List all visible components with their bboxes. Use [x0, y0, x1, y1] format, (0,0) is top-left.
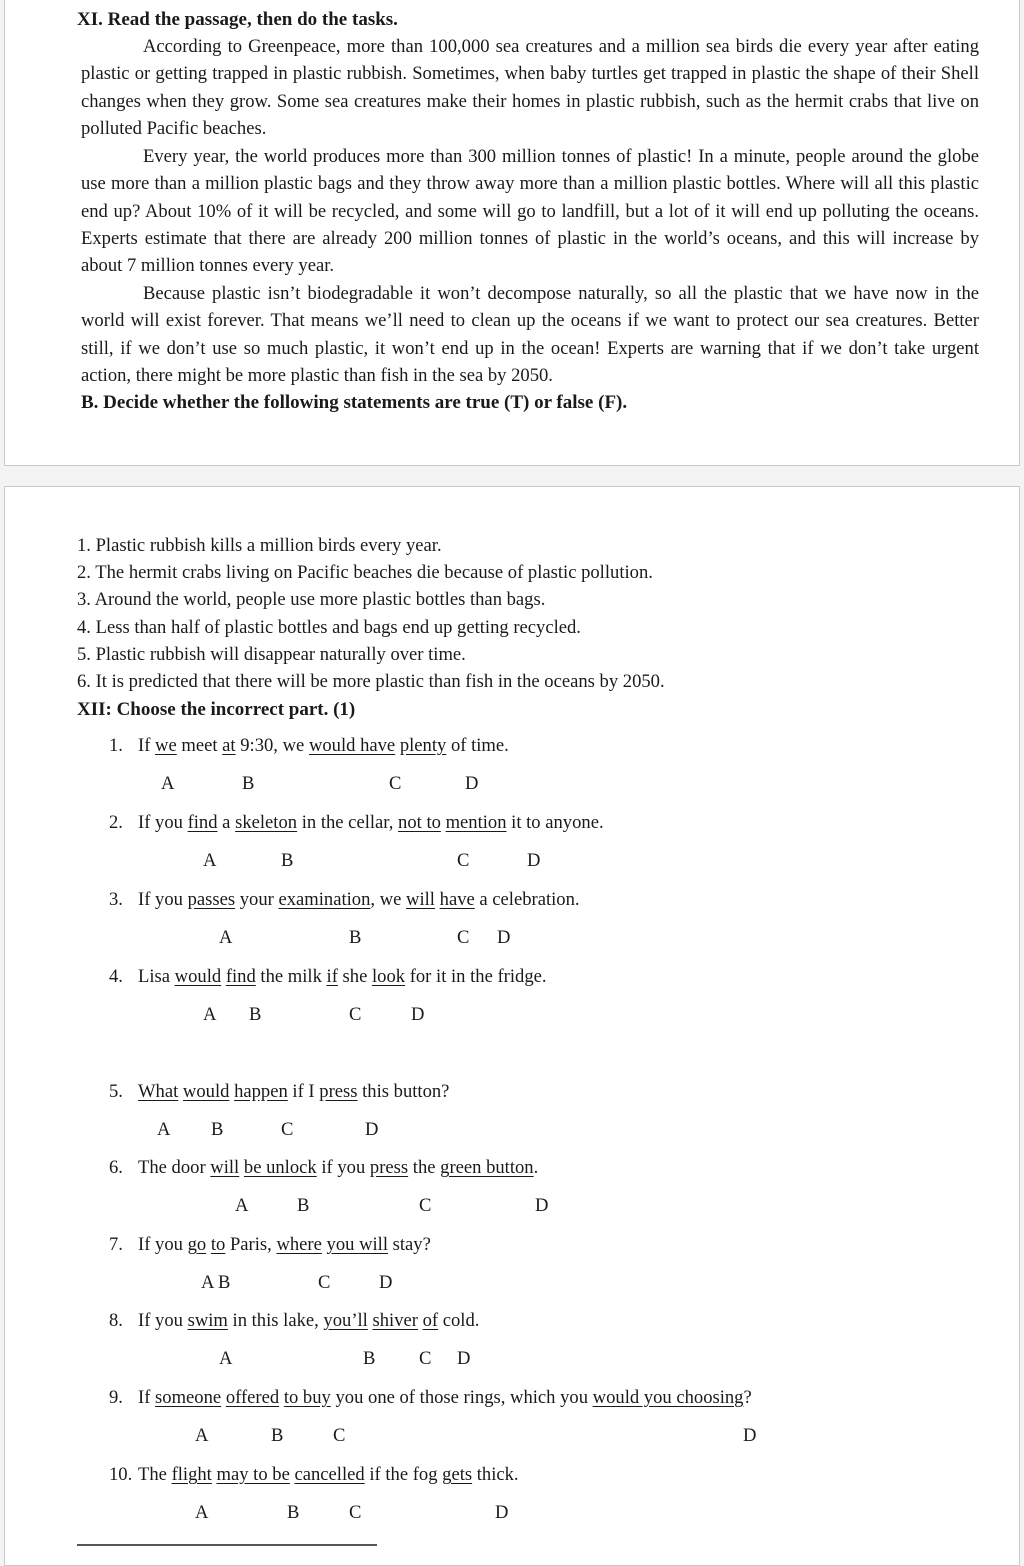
option-letter: C	[333, 1425, 346, 1446]
passage-paragraph-1: According to Greenpeace, more than 100,000 sea creatures and a million sea birds die every year after eating plastic or getting trapped in plastic rubbish. Sometimes, when baby turtles get trapped in plastic the shape of their Shell changes when they grow. Some sea creatures make their homes in plastic rubbish, such as the hermit crabs that live on polluted Pacific beaches.	[81, 36, 979, 139]
option-letter: C	[349, 1502, 362, 1523]
option-letter: C	[457, 850, 470, 871]
option-letter: B	[297, 1195, 310, 1216]
sentence-text: a	[217, 812, 236, 833]
question-number: 1.	[109, 735, 123, 756]
underlined-option: would have	[308, 735, 396, 756]
sentence-text: If you	[138, 889, 188, 910]
underlined-option: find	[187, 812, 218, 833]
question-sentence	[138, 1234, 431, 1256]
option-letter: C	[281, 1119, 294, 1140]
underlined-option: to buy	[283, 1387, 331, 1408]
option-letter: D	[535, 1195, 549, 1216]
underlined-option: examination	[278, 889, 371, 910]
sentence-text: meet	[176, 735, 223, 756]
underlined-option: will	[210, 1157, 240, 1178]
question-number: 8.	[109, 1310, 123, 1331]
option-letter: A	[235, 1195, 249, 1216]
question-sentence	[138, 812, 604, 834]
section-xii-title: XII: Choose the incorrect part. (1)	[77, 699, 356, 720]
underlined-option: would	[182, 1081, 230, 1102]
passage-paragraph-3: Because plastic isn’t biodegradable it won’t decompose naturally, so all the plastic that we have now in the world will exist forever. That means we’ll need to clean up the oceans if we want to protect our sea creatures. Better still, if we don’t use so much plastic, it won’t end up in the ocean! Experts are warning that if we don’t take urgent action, there might be more plastic than fish in the sea by 2050.	[81, 283, 979, 386]
sentence-text: thick.	[472, 1464, 519, 1485]
option-letter: D	[411, 1004, 425, 1025]
question-number: 7.	[109, 1234, 123, 1255]
question-number: 6.	[109, 1157, 123, 1178]
option-letter: D	[465, 773, 479, 794]
underlined-option: at	[222, 735, 236, 756]
option-letter: C	[318, 1272, 331, 1293]
underlined-option: will	[406, 889, 435, 910]
question-number: 3.	[109, 889, 123, 910]
sentence-text: cold.	[438, 1310, 480, 1331]
sentence-text: she	[337, 966, 372, 987]
sentence-text: ?	[743, 1387, 752, 1408]
underlined-option: go	[187, 1234, 207, 1255]
underlined-option: may to be	[216, 1464, 290, 1485]
option-letter: D	[379, 1272, 393, 1293]
underlined-option: happen	[234, 1081, 288, 1102]
underlined-option: offered	[225, 1387, 280, 1408]
sentence-text: in this lake,	[227, 1310, 324, 1331]
underlined-option: What	[138, 1081, 179, 1102]
underlined-option: where	[276, 1234, 322, 1255]
underlined-option: gets	[442, 1464, 473, 1485]
sentence-text: in the cellar,	[297, 812, 399, 833]
underlined-option: press	[319, 1081, 358, 1102]
underlined-option: find	[225, 966, 256, 987]
statement: 2. The hermit crabs living on Pacific beaches die because of plastic pollution.	[77, 562, 653, 583]
option-letter: D	[365, 1119, 379, 1140]
underlined-option: to	[210, 1234, 226, 1255]
sentence-text: If	[138, 1387, 156, 1408]
option-letter: C	[349, 1004, 362, 1025]
option-letter: C	[457, 927, 470, 948]
statement: 4. Less than half of plastic bottles and bags end up getting recycled.	[77, 617, 581, 638]
option-letter: B	[349, 927, 362, 948]
underlined-option: be unlock	[243, 1157, 317, 1178]
statement: 6. It is predicted that there will be more plastic than fish in the oceans by 2050.	[77, 671, 665, 692]
next-section-edge	[77, 1544, 377, 1546]
sentence-text: stay?	[388, 1234, 431, 1255]
underlined-option: have	[439, 889, 475, 910]
page-1	[4, 0, 1020, 466]
underlined-option: would you choosing	[592, 1387, 744, 1408]
question-sentence	[138, 966, 547, 988]
sentence-text: , we	[370, 889, 407, 910]
statement: 3. Around the world, people use more plastic bottles than bags.	[77, 589, 546, 610]
question-sentence	[138, 1464, 519, 1486]
passage-paragraph-2: Every year, the world produces more than 300 million tonnes of plastic! In a minute, people around the globe use more than a million plastic bags and they throw away more than a million plastic bottles. Where will all this plastic end up? About 10% of it will be recycled, and some will go to landfill, but a lot of it will end up polluting the oceans. Experts estimate that there are already 200 million tonnes of plastic in the world’s oceans, and this will increase by about 7 million tonnes every year.	[81, 146, 979, 277]
option-letter: A	[157, 1119, 171, 1140]
underlined-option: someone	[155, 1387, 222, 1408]
option-letter: B	[271, 1425, 284, 1446]
option-letter: A	[203, 1004, 217, 1025]
question-sentence	[138, 1387, 752, 1409]
question-sentence	[138, 1157, 538, 1179]
sentence-text: if I	[287, 1081, 320, 1102]
sentence-text: you one of those rings, which you	[330, 1387, 593, 1408]
task-b-title: B. Decide whether the following statements are true (T) or false (F).	[81, 392, 628, 413]
sentence-text: this button?	[357, 1081, 450, 1102]
sentence-text: The	[138, 1464, 172, 1485]
question-sentence	[138, 889, 580, 911]
sentence-text: your	[235, 889, 279, 910]
question-number: 5.	[109, 1081, 123, 1102]
underlined-option: you’ll	[323, 1310, 368, 1331]
underlined-option: if	[326, 966, 338, 987]
underlined-option: look	[371, 966, 406, 987]
sentence-text: .	[533, 1157, 539, 1178]
option-letter: A	[203, 850, 217, 871]
underlined-option: you will	[326, 1234, 388, 1255]
statement: 5. Plastic rubbish will disappear naturally over time.	[77, 644, 466, 665]
option-letter: D	[457, 1348, 471, 1369]
sentence-text: If you	[138, 1234, 188, 1255]
option-letter: A	[219, 1348, 233, 1369]
underlined-option: shiver	[372, 1310, 418, 1331]
underlined-option: flight	[171, 1464, 212, 1485]
sentence-text: the milk	[255, 966, 327, 987]
statement: 1. Plastic rubbish kills a million birds every year.	[77, 535, 442, 556]
underlined-option: not to	[398, 812, 441, 833]
question-sentence	[138, 1081, 449, 1103]
option-letter: B	[287, 1502, 300, 1523]
option-letter: B	[249, 1004, 262, 1025]
option-letter: D	[497, 927, 511, 948]
sentence-text: If you	[138, 812, 188, 833]
underlined-option: plenty	[399, 735, 447, 756]
sentence-text: a celebration.	[474, 889, 580, 910]
option-letter: C	[389, 773, 402, 794]
question-sentence	[138, 735, 509, 757]
sentence-text: If you	[138, 1310, 188, 1331]
section-xi-title: XI. Read the passage, then do the tasks.	[77, 9, 398, 30]
option-letter: A	[195, 1502, 209, 1523]
question-number: 10.	[109, 1464, 133, 1485]
underlined-option: green button	[440, 1157, 534, 1178]
question-number: 4.	[109, 966, 123, 987]
sentence-text: if you	[316, 1157, 370, 1178]
sentence-text: if the fog	[364, 1464, 443, 1485]
underlined-option: would	[174, 966, 222, 987]
option-letter: B	[242, 773, 255, 794]
underlined-option: swim	[187, 1310, 228, 1331]
option-letter: C	[419, 1348, 432, 1369]
option-letter: B	[211, 1119, 224, 1140]
option-letter: A	[161, 773, 175, 794]
underlined-option: of	[422, 1310, 439, 1331]
sentence-text: of time.	[446, 735, 509, 756]
option-letter: D	[495, 1502, 509, 1523]
sentence-text: If	[138, 735, 156, 756]
option-letter: A	[219, 927, 233, 948]
question-sentence	[138, 1310, 479, 1332]
underlined-option: press	[369, 1157, 409, 1178]
sentence-text: Lisa	[138, 966, 175, 987]
underlined-option: skeleton	[235, 812, 298, 833]
page-2	[4, 486, 1020, 1566]
option-letter: A B	[201, 1272, 231, 1293]
option-letter: C	[419, 1195, 432, 1216]
sentence-text: Paris,	[225, 1234, 277, 1255]
sentence-text: 9:30, we	[235, 735, 309, 756]
underlined-option: passes	[187, 889, 236, 910]
sentence-text: it to anyone.	[506, 812, 604, 833]
option-letter: B	[363, 1348, 376, 1369]
question-number: 2.	[109, 812, 123, 833]
option-letter: B	[281, 850, 294, 871]
option-letter: A	[195, 1425, 209, 1446]
underlined-option: we	[155, 735, 177, 756]
sentence-text: for it in the fridge.	[405, 966, 547, 987]
option-letter: D	[743, 1425, 757, 1446]
question-number: 9.	[109, 1387, 123, 1408]
underlined-option: cancelled	[294, 1464, 365, 1485]
sentence-text: the	[408, 1157, 441, 1178]
option-letter: D	[527, 850, 541, 871]
sentence-text: The door	[138, 1157, 211, 1178]
underlined-option: mention	[445, 812, 507, 833]
